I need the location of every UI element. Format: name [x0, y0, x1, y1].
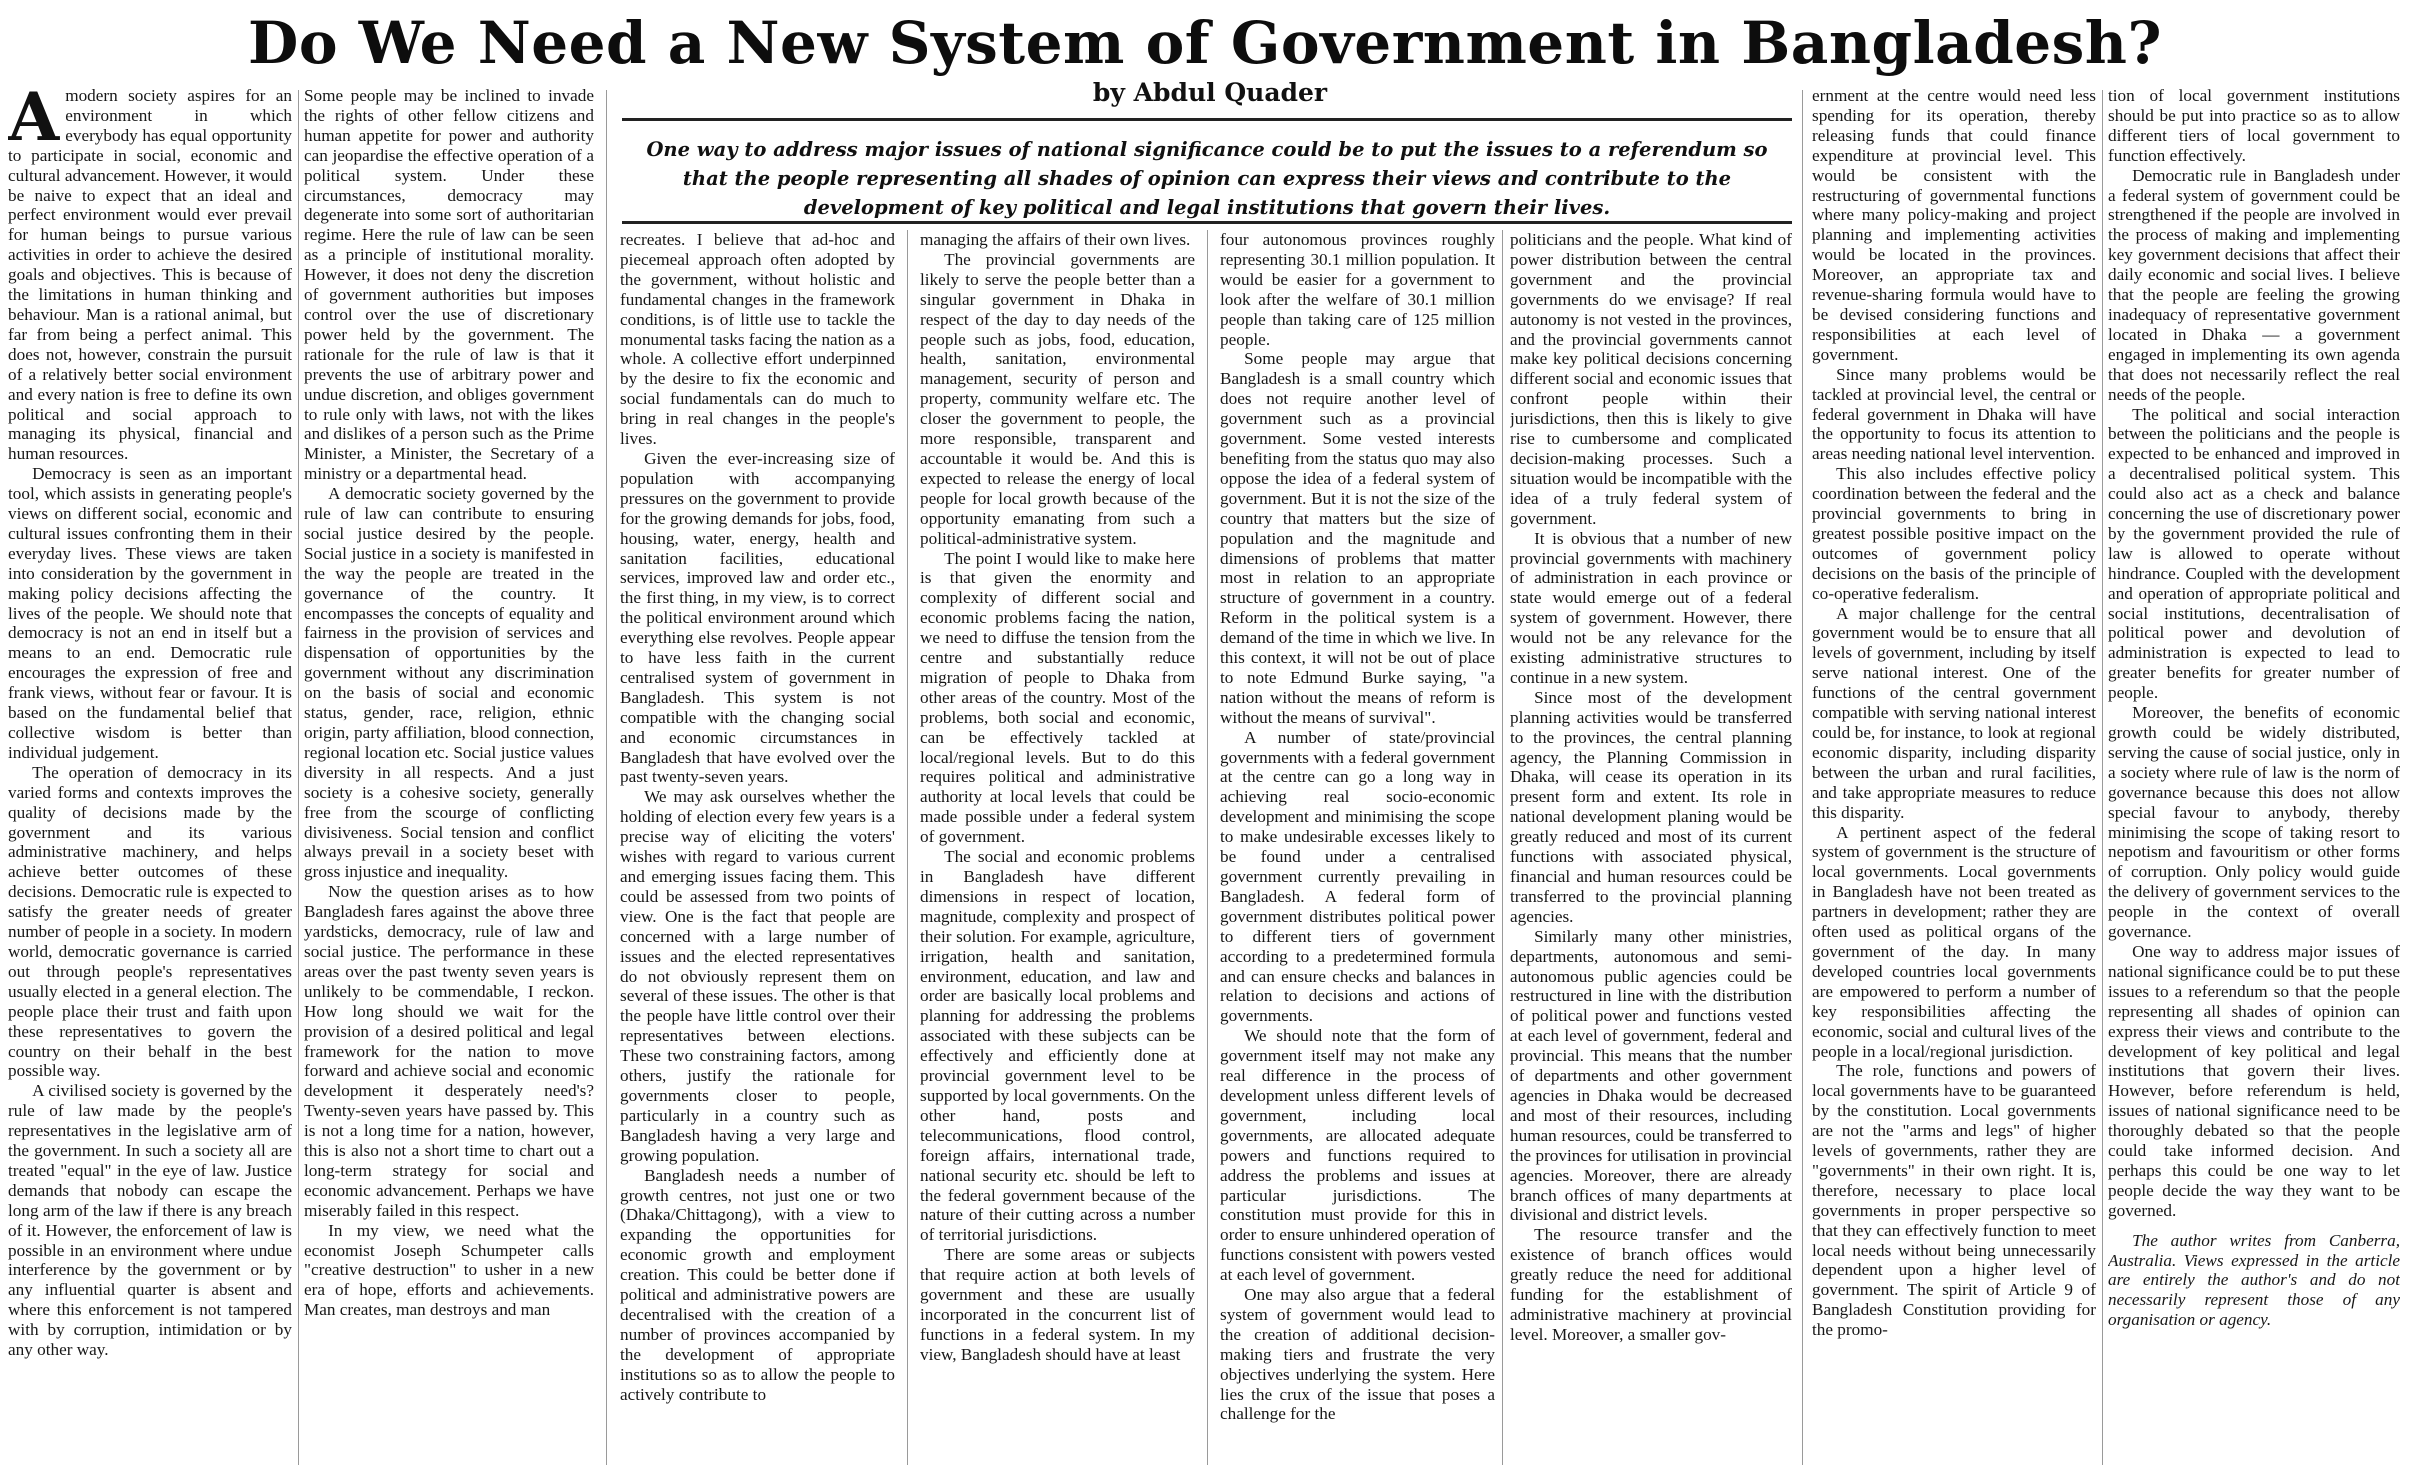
paragraph: A civilised society is governed by the rule of law made by the people's representatives in the legislative arm of the government. In such a society all are treated "equal" in the eye of law. Justice demands that nobody can escape the long arm of the law if there is any breach of it. However, the enforcement of law is possible in an environment where undue interference by the government or by any influential quarter is absent and where this enforcement is not tampered with by corruption, intimidation or by any other way. — [8, 1081, 292, 1360]
paragraph: tion of local government institutions should be put into practice so as to allow different tiers of local government to function effectively. — [2108, 86, 2400, 165]
paragraph: Some people may be inclined to invade the rights of other fellow citizens and human appetite for power and authority can jeopardise the effective operation of a political system. Under these circumstances, democracy may degenerate into some sort of authoritarian regime. Here the rule of law can be seen as a principle of institutional morality. However, it does not deny the discretion of government authorities but imposes control over the use of discretionary power held by the government. The rationale for the rule of law is that it prevents the use of arbitrary power and undue discretion, and obliges government to rule only with laws, not with the likes and dislikes of a person such as the Prime Minister, a Minister, the Secretary of a ministry or a departmental head. — [304, 86, 594, 484]
paragraph: four autonomous provinces roughly representing 30.1 million population. It would be easier for a government to look after the welfare of 30.1 million people than taking care of 125 million people. — [1220, 230, 1495, 349]
paragraph: Now the question arises as to how Bangladesh fares against the above three yardsticks, democracy, rule of law and social justice. The performance in these areas over the past twenty seven years is unlikely to be commendable, I reckon. How long should we wait for the provision of a desired political and legal framework for the nation to move forward and achieve social and economic development it desperately need's? Twenty-seven years have passed by. This is not a long time for a nation, however, this is also not a short time to chart out a long-term strategy for social and economic advancement. Perhaps we have miserably failed in this respect. — [304, 882, 594, 1220]
paragraph: Since many problems would be tackled at provincial level, the central or federal government in Dhaka will have the opportunity to focus its attention to areas needing national level intervention. — [1812, 364, 2096, 464]
paragraph: The social and economic problems in Bangladesh have different dimensions in respect of location, magnitude, complexity and prospect of their solution. For example, agriculture, irrigation, health and sanitation, environment, education, and law and order are basically local problems and planning for addressing the problems associated with these subjects can be effectively and efficiently done at provincial government level to be supported by local governments. On the other hand, posts and telecommunications, flood control, foreign affairs, international trade, national security etc. should be left to the federal government because of the nature of their cutting across a number of territorial jurisdictions. — [920, 847, 1195, 1245]
paragraph: A democratic society governed by the rule of law can contribute to ensuring social justice desired by the people. Social justice in a society is manifested in the way the people are treated in the governance of the country. It encompasses the concepts of equality and fairness in the provision of services and dispensation of opportunities by the government without any discrimination on the basis of social and economic status, gender, race, religion, ethnic origin, party affiliation, blood connection, regional location etc. Social justice values diversity in all respects. And a just society is a cohesive society, generally free from the scourge of conflicting divisiveness. Social tension and conflict always prevail in a society beset with gross injustice and inequality. — [304, 484, 594, 882]
column-rule — [907, 230, 908, 1465]
column-rule — [1207, 230, 1208, 1465]
paragraph: Given the ever-increasing size of population with accompanying pressures on the government to provide for the growing demands for jobs, food, housing, water, energy, health and sanitation facilities, educational services, improved law and order etc., the first thing, in my view, is to correct the political environment around which everything else revolves. People appear to have less faith in the current centralised system of government in Bangladesh. This system is not compatible with the changing social and economic circumstances in Bangladesh that have evolved over the past twenty-seven years. — [620, 448, 895, 787]
column-5 — [1220, 230, 1495, 1466]
paragraph: This also includes effective policy coordination between the federal and the provincial governments to bring in greatest possible positive impact on the outcomes of government policy decisions on the basis of the principle of co-operative federalism. — [1812, 464, 2096, 603]
paragraph: The resource transfer and the existence of branch offices would greatly reduce the need for additional funding for the establishment of administrative machinery at provincial level. Moreover, a smaller gov- — [1510, 1225, 1792, 1344]
byline: by Abdul Quader — [1092, 78, 1328, 107]
paragraph: A number of state/provincial governments with a federal government at the centre can go a long way in achieving real socio-economic development and minimising the scope to make undesirable excesses likely to be found under a centralised government currently prevailing in Bangladesh. A federal form of government distributes political power to different tiers of government according to a predetermined formula and can ensure checks and balances in relation to decisions and actions of governments. — [1220, 727, 1495, 1026]
column-rule — [298, 90, 299, 1465]
column-2 — [304, 86, 594, 1466]
paragraph: A pertinent aspect of the federal system of government is the structure of local governments. Local governments in Bangladesh have not been treated as partners in development; rather they are often used as political organs of the government of the day. In many developed countries local governments are empowered to perform a number of key responsibilities affecting the economic, social and cultural lives of the people in a local/regional jurisdiction. — [1812, 822, 2096, 1061]
paragraph: The role, functions and powers of local governments have to be guaranteed by the constitution. Local governments are not the "arms and legs" of higher levels of governments, rather they are "governments" in their own right. It is, therefore, necessary to place local governments in proper perspective so that they can effectively function to meet local needs without being unnecessarily dependent upon a higher level of government. The spirit of Article 9 of Bangladesh Constitution providing for the promo- — [1812, 1061, 2096, 1340]
column-8 — [2108, 86, 2400, 1466]
paragraph: A major challenge for the central government would be to ensure that all levels of government, including by itself serve national interest. One of the functions of the central government compatible with serving national interest could be, for instance, to look at regional economic disparity, including disparity between the urban and rural facilities, and take appropriate measures to reduce this disparity. — [1812, 603, 2096, 822]
paragraph: We may ask ourselves whether the holding of election every few years is a precise way of eliciting the voters' wishes with regard to various current and emerging issues facing them. This could be assessed from two points of view. One is the fact that people are concerned with a large number of issues and the elected representatives do not obviously represent them on several of these issues. The other is that the people have little control over their representatives between elections. These two constraining factors, among others, justify the rationale for governments closer to people, particularly in a country such as Bangladesh having a very large and growing population. — [620, 787, 895, 1165]
paragraph: Similarly many other ministries, departments, autonomous and semi-autonomous public agencies could be restructured in line with the distribution of political power and functions vested at each level of government, federal and provincial. This means that the number of departments and other government agencies in Dhaka would be decreased and most of their resources, including human resources, could be transferred to the provinces for utilisation in provincial agencies. Moreover, there are already branch offices of many departments at divisional and district levels. — [1510, 926, 1792, 1225]
author-credit: The author writes from Canberra, Australia. Views expressed in the article are entirely the author's and do not necessarily represent those of any organisation or agency. — [2108, 1230, 2400, 1330]
paragraph: ernment at the centre would need less spending for its operation, thereby releasing funds that could finance expenditure at provincial level. This would be consistent with the restructuring of governmental functions where many policy-making and project planning and implementing activities would be located in the provinces. Moreover, an appropriate tax and revenue-sharing formula would have to be devised considering functions and responsibilities at each level of government. — [1812, 86, 2096, 364]
paragraph: In my view, we need what the economist Joseph Schumpeter calls "creative destruction" to usher in a new era of hope, efforts and achievements. Man creates, man destroys and man — [304, 1220, 594, 1320]
headline: Do We Need a New System of Government in Bangladesh? — [248, 9, 2162, 77]
paragraph: Democratic rule in Bangladesh under a federal system of government could be strengthened if the people are involved in the process of making and implementing key government decisions that affect their daily economic and social lives. I believe that the people are feeling the growing inadequacy of representative government located in Dhaka — a government engaged in implementing its own agenda that does not necessarily reflect the real needs of the people. — [2108, 165, 2400, 404]
column-1 — [8, 86, 292, 1466]
column-rule — [606, 90, 607, 1465]
paragraph: The provincial governments are likely to serve the people better than a singular government in Dhaka in respect of the day to day needs of the people such as jobs, food, education, health, sanitation, environmental management, security of person and property, community welfare etc. The closer the government to people, the more responsible, transparent and accountable it would be. And this is expected to release the energy of local people for local growth because of the opportunity emanating from such a political-administrative system. — [920, 249, 1195, 548]
paragraph: One way to address major issues of national significance could be to put these issues to a referendum so that the people representing all shades of opinion can express their views and contribute to the development of key political and legal institutions that govern their lives. However, before referendum is held, issues of national significance need to be thoroughly debated so that the people could take informed decision. And perhaps this could be one way to let people decide the way they want to be governed. — [2108, 941, 2400, 1220]
column-7 — [1812, 86, 2096, 1466]
paragraph: One may also argue that a federal system of government would lead to the creation of additional decision-making tiers and frustrate the very objectives underlying the system. Here lies the crux of the issue that poses a challenge for the — [1220, 1285, 1495, 1424]
paragraph: There are some areas or subjects that require action at both levels of government and these are usually incorporated in the concurrent list of functions in a federal system. In my view, Bangladesh should have at least — [920, 1245, 1195, 1364]
paragraph: It is obvious that a number of new provincial governments with machinery of administration in each province or state would emerge out of a federal system of government. However, there would not be any relevance for the existing administrative structures to continue in a new system. — [1510, 528, 1792, 687]
paragraph: managing the affairs of their own lives. — [920, 230, 1191, 249]
column-6 — [1510, 230, 1792, 1466]
paragraph: Democracy is seen as an important tool, which assists in generating people's views on different social, economic and cultural issues confronting them in their everyday lives. These views are taken into consideration by the government in making policy decisions affecting the lives of the people. We should note that democracy is not an end in itself but a means to an end. Democratic rule encourages the expression of free and frank views, without fear or favour. It is based on the fundamental belief that collective wisdom is better than individual judgement. — [8, 464, 292, 762]
paragraph: Bangladesh needs a number of growth centres, not just one or two (Dhaka/Chittagong), with a view to expanding the opportunities for economic growth and employment creation. This could be better done if political and administrative powers are decentralised with the creation of a number of provinces accompanied by the development of appropriate institutions so as to allow the people to actively contribute to — [620, 1165, 895, 1404]
paragraph: Moreover, the benefits of economic growth could be widely distributed, serving the cause of social justice, only in a society where rule of law is the norm of governance because this does not allow special favour to anybody, thereby minimising the scope of taking resort to nepotism and favouritism or other forms of corruption. Only policy would guide the delivery of government services to the people in the context of overall governance. — [2108, 703, 2400, 942]
paragraph: Some people may argue that Bangladesh is a small country which does not require another level of government such as a provincial government. Some vested interests benefiting from the status quo may also oppose the idea of a federal system of government. But it is not the size of the country that matters but the size of population and the magnitude and dimensions of problems that matter most in relation to an appropriate structure of government in a country. Reform in the political system is a demand of the time in which we live. In this context, it will not be out of place to note Edmund Burke saying, "a nation without the means of reform is without the means of survival". — [1220, 349, 1495, 727]
drop-cap: A — [8, 86, 60, 156]
column-rule — [1802, 90, 1803, 1465]
paragraph: The operation of democracy in its varied forms and contexts improves the quality of decisions made by the government and its various administrative machinery, and helps achieve better outcomes of these decisions. Democratic rule is expected to satisfy the greater needs of greater number of people in a society. In modern world, democratic governance is carried out through people's representatives usually elected in a general election. The people place their trust and faith upon these representatives to govern the country on their behalf in the best possible way. — [8, 762, 292, 1081]
column-4 — [920, 230, 1195, 1466]
column-rule — [2102, 90, 2103, 1465]
column-3 — [620, 230, 895, 1466]
paragraph: politicians and the people. What kind of power distribution between the central government and the provincial governments do we envisage? If real autonomy is not vested in the provinces, and the provincial governments cannot make key political decisions concerning different social and economic issues that confront people within their jurisdictions, then this is likely to give rise to cumbersome and complicated decision-making processes. Such a situation would be incompatible with the idea of a truly federal system of government. — [1510, 230, 1792, 528]
paragraph: Since most of the development planning activities would be transferred to the provinces, the central planning agency, the Planning Commission in Dhaka, will cease its operation in its present form and extent. Its role in national development planing would be greatly reduced and most of its current functions with associated physical, financial and human resources could be transferred to the provincial planning agencies. — [1510, 687, 1792, 926]
paragraph: recreates. I believe that ad-hoc and piecemeal approach often adopted by the government, without holistic and fundamental changes in the framework conditions, is of little use to tackle the monumental tasks facing the nation as a whole. A collective effort underpinned by the desire to fix the economic and social fundamentals can do much to bring in real changes in the people's lives. — [620, 230, 895, 449]
paragraph: We should note that the form of government itself may not make any real difference in the process of development unless different levels of government, including local governments, are allocated adequate powers and functions required to address the problems and issues at particular jurisdictions. The constitution must provide for this in order to ensure unhindered operation of functions consistent with powers vested at each level of government. — [1220, 1026, 1495, 1285]
column-rule — [1502, 230, 1503, 1465]
standfirst: One way to address major issues of national significance could be to put the issues to a referendum so that the people representing all shades of opinion can express their views and contribute to the development of key political and legal institutions that govern their lives. — [622, 118, 1792, 224]
paragraph: Amodern society aspires for an environment in which everybody has equal opportunity to participate in social, economic and cultural advancement. However, it would be naive to expect that an ideal and perfect environment would ever prevail for human beings to pursue various activities in order to achieve the desired goals and objectives. This is because of the limitations in human thinking and behaviour. Man is a rational animal, but far from being a perfect animal. This does not, however, constrain the pursuit of a relatively better social environment and every nation is free to define its own political and social approach to managing its physical, financial and human resources. — [8, 86, 292, 464]
paragraph: The point I would like to make here is that given the enormity and complexity of different social and economic problems facing the nation, we need to diffuse the tension from the centre and substantially reduce migration of people to Dhaka from other areas of the country. Most of the problems, both social and economic, can be effectively tackled at local/regional levels. But to do this requires political and administrative authority at local levels that could be made possible under a federal system of government. — [920, 548, 1195, 847]
paragraph: The political and social interaction between the politicians and the people is expected to be enhanced and improved in a decentralised political system. This could also act as a check and balance concerning the use of discretionary power by the government provided the rule of law is allowed to operate without hindrance. Coupled with the development and operation of appropriate political and social institutions, decentralisation of political power and devolution of administration is expected to lead to greater benefits for greater number of people. — [2108, 404, 2400, 703]
